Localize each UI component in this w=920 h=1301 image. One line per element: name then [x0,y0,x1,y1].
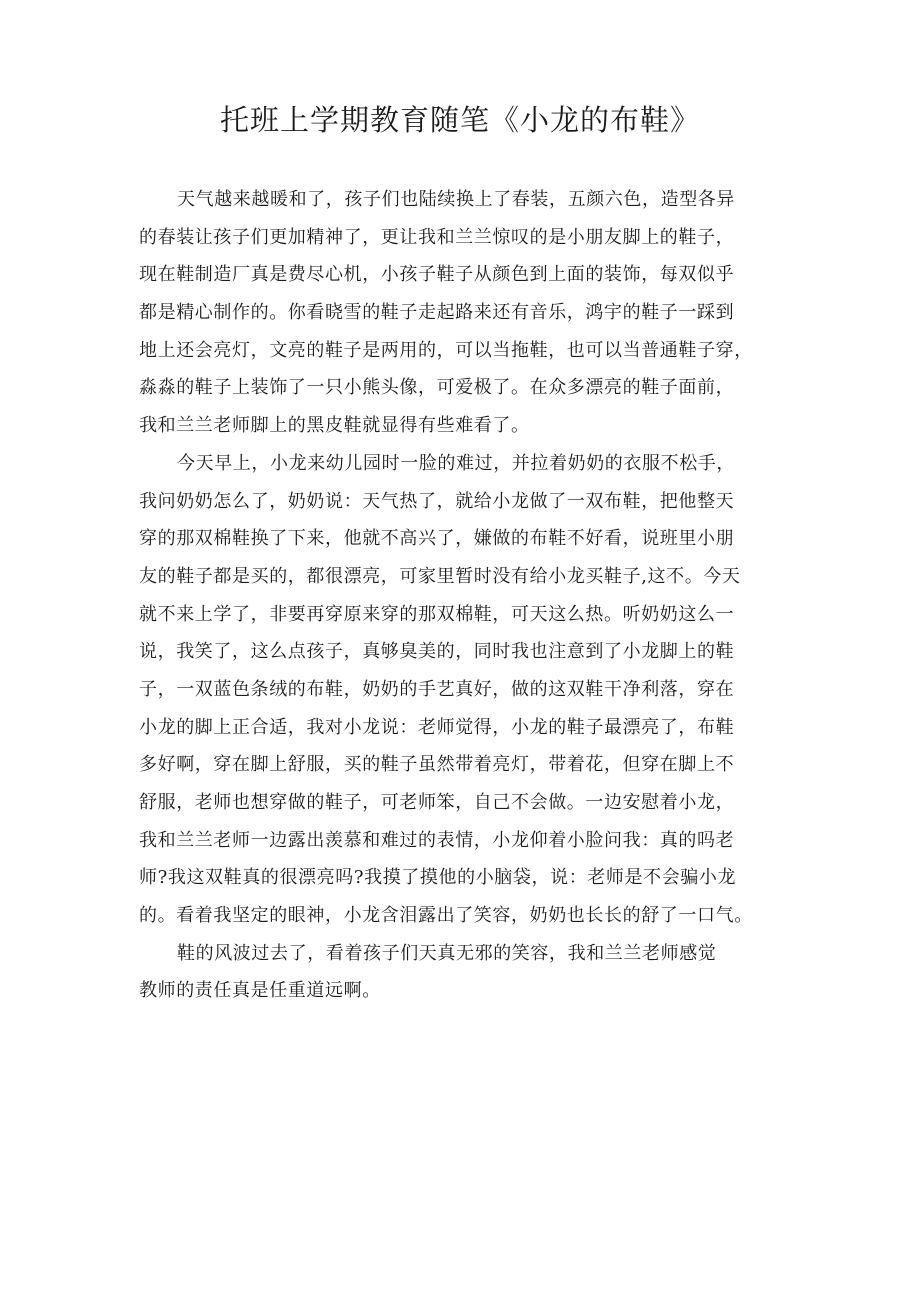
paragraph-line: 我和兰兰老师一边露出羡慕和难过的表情，小龙仰着小脸问我：真的吗老 [139,829,735,851]
paragraph-line: 教师的责任真是任重道远啊。 [139,980,381,1002]
paragraph-line: 今天早上，小龙来幼儿园时一脸的难过，并拉着奶奶的衣服不松手， [177,452,735,474]
paragraph-line: 子，一双蓝色条绒的布鞋，奶奶的手艺真好，做的这双鞋干净利落，穿在 [139,678,735,700]
paragraph-line: 鞋的风波过去了，看着孩子们天真无邪的笑容，我和兰兰老师感觉 [177,942,717,964]
document-body [139,181,799,1010]
paragraph-line: 说，我笑了，这么点孩子，真够臭美的，同时我也注意到了小龙脚上的鞋 [139,641,735,663]
document-title: 托班上学期教育随笔《小龙的布鞋》 [219,103,700,137]
paragraph-line: 天气越来越暖和了，孩子们也陆续换上了春装，五颜六色，造型各异 [177,189,735,210]
paragraph-1 [139,181,799,445]
paragraph-3 [139,935,799,1010]
paragraph-line: 就不来上学了，非要再穿原来穿的那双棉鞋，可天这么热。听奶奶这么一 [139,603,735,625]
paragraph-line: 都是精心制作的。你看晓雪的鞋子走起路来还有音乐，鸿宇的鞋子一踩到 [139,302,735,324]
paragraph-line: 的春装让孩子们更加精神了，更让我和兰兰惊叹的是小朋友脚上的鞋子， [139,226,735,248]
paragraph-line: 现在鞋制造厂真是费尽心机，小孩子鞋子从颜色到上面的装饰，每双似乎 [139,264,735,286]
paragraph-2 [139,445,799,935]
paragraph-line: 舒服，老师也想穿做的鞋子，可老师笨，自己不会做。一边安慰着小龙， [139,792,735,813]
paragraph-line: 多好啊，穿在脚上舒服，买的鞋子虽然带着亮灯，带着花，但穿在脚上不 [139,754,735,776]
paragraph-line: 我和兰兰老师脚上的黑皮鞋就显得有些难看了。 [139,415,530,437]
paragraph-line: 师?我这双鞋真的很漂亮吗?我摸了摸他的小脑袋，说：老师是不会骗小龙 [139,867,737,889]
paragraph-line: 的。看着我坚定的眼神，小龙含泪露出了笑容，奶奶也长长的舒了一口气。 [139,905,753,927]
paragraph-line: 淼淼的鞋子上装饰了一只小熊头像，可爱极了。在众多漂亮的鞋子面前， [139,377,735,399]
paragraph-line: 地上还会亮灯，文亮的鞋子是两用的，可以当拖鞋，也可以当普通鞋子穿， [139,339,753,361]
paragraph-line: 小龙的脚上正合适，我对小龙说：老师觉得，小龙的鞋子最漂亮了，布鞋 [139,716,735,738]
paragraph-line: 友的鞋子都是买的，都很漂亮，可家里暂时没有给小龙买鞋子,这不。今天 [139,565,741,587]
paragraph-line: 我问奶奶怎么了，奶奶说：天气热了，就给小龙做了一双布鞋，把他整天 [139,490,735,512]
paragraph-line: 穿的那双棉鞋换了下来，他就不高兴了，嫌做的布鞋不好看，说班里小朋 [139,528,735,550]
